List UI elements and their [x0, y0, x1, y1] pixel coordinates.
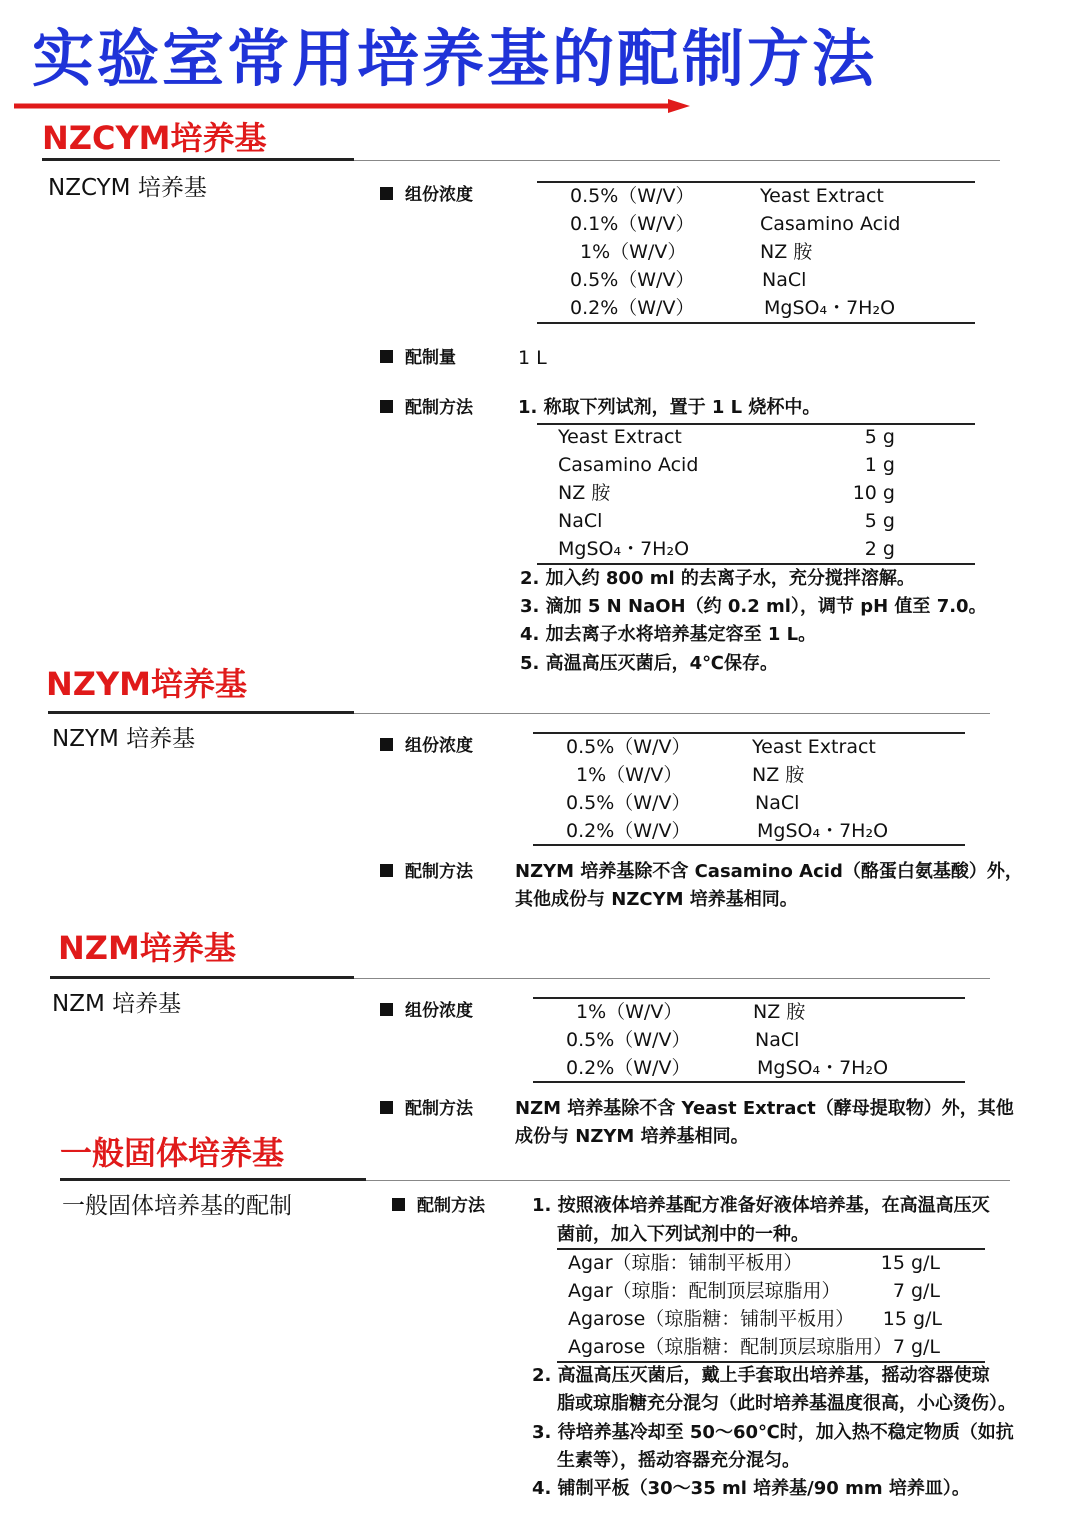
component-cell: Yeast Extract	[760, 185, 884, 207]
square-bullet-icon	[380, 187, 393, 200]
reagent-name: Yeast Extract	[558, 426, 682, 448]
method-text: 其他成份与 NZCYM 培养基相同。	[515, 889, 798, 910]
recipe-label-nzm: NZM 培养基	[52, 991, 182, 1017]
square-bullet-icon	[392, 1198, 405, 1211]
method-step: 生素等），摇动容器充分混匀。	[557, 1450, 800, 1471]
composition-heading: 组份浓度	[380, 1003, 473, 1020]
reagent-name: NaCl	[558, 510, 603, 532]
reagent-name: MgSO₄・7H₂O	[558, 538, 690, 560]
divider	[60, 1178, 366, 1181]
method-text: NZYM 培养基除不含 Casamino Acid（酪蛋白氨基酸）外，	[515, 861, 1023, 882]
square-bullet-icon	[380, 350, 393, 363]
table-rule	[557, 1361, 985, 1363]
conc-cell: 1%（W/V）	[576, 1001, 683, 1023]
method-step: 2. 加入约 800 ml 的去离子水，充分搅拌溶解。	[520, 568, 915, 589]
conc-cell: 0.5%（W/V）	[566, 1029, 691, 1051]
method-step: 5. 高温高压灭菌后，4℃保存。	[520, 653, 778, 674]
method-step: 脂或琼脂糖充分混匀（此时培养基温度很高，小心烫伤）。	[557, 1393, 1016, 1414]
method-step: 2. 高温高压灭菌后，戴上手套取出培养基，摇动容器使琼	[532, 1365, 990, 1386]
component-cell: NZ 胺	[753, 1001, 806, 1023]
title-underline-arrow-icon	[12, 98, 692, 114]
conc-cell: 0.2%（W/V）	[570, 297, 695, 319]
reagent-qty: 5 g	[864, 510, 895, 532]
component-cell: NaCl	[755, 792, 800, 814]
component-cell: NZ 胺	[752, 764, 805, 786]
divider	[366, 1180, 1010, 1181]
table-rule	[533, 844, 965, 846]
reagent-qty: 15 g/L	[880, 1252, 940, 1274]
page-title: 实验室常用培养基的配制方法	[32, 22, 878, 95]
divider	[354, 713, 990, 714]
conc-cell: 0.5%（W/V）	[570, 185, 695, 207]
component-cell: MgSO₄・7H₂O	[757, 820, 889, 842]
table-rule	[557, 1248, 985, 1250]
method-heading: 配制方法	[392, 1198, 485, 1215]
table-rule	[533, 1081, 965, 1083]
component-cell: NZ 胺	[760, 241, 813, 263]
reagent-name: Agar（琼脂：铺制平板用）	[568, 1252, 803, 1274]
recipe-label-solid: 一般固体培养基的配制	[62, 1193, 292, 1219]
conc-cell: 0.5%（W/V）	[566, 792, 691, 814]
method-heading: 配制方法	[380, 1101, 473, 1118]
component-cell: MgSO₄・7H₂O	[757, 1057, 889, 1079]
conc-cell: 0.5%（W/V）	[566, 736, 691, 758]
divider	[354, 978, 990, 979]
conc-cell: 0.2%（W/V）	[566, 820, 691, 842]
section-title-solid-medium: 一般固体培养基	[60, 1134, 285, 1172]
reagent-name: Agar（琼脂：配制顶层琼脂用）	[568, 1280, 841, 1302]
conc-cell: 0.2%（W/V）	[566, 1057, 691, 1079]
reagent-name: NZ 胺	[558, 482, 611, 504]
square-bullet-icon	[380, 738, 393, 751]
square-bullet-icon	[380, 864, 393, 877]
method-text: NZM 培养基除不含 Yeast Extract（酵母提取物）外，其他	[515, 1098, 1014, 1119]
table-rule	[537, 423, 975, 425]
table-rule	[537, 563, 975, 565]
reagent-name: Casamino Acid	[558, 454, 699, 476]
component-cell: Yeast Extract	[752, 736, 876, 758]
reagent-name: Agarose（琼脂糖：配制顶层琼脂用）	[568, 1336, 893, 1358]
component-cell: MgSO₄・7H₂O	[764, 297, 896, 319]
method-step: 4. 加去离子水将培养基定容至 1 L。	[520, 624, 817, 645]
component-cell: NaCl	[755, 1029, 800, 1051]
conc-cell: 1%（W/V）	[576, 764, 683, 786]
method-step: 1. 称取下列试剂，置于 1 L 烧杯中。	[518, 397, 821, 418]
divider	[48, 711, 354, 714]
square-bullet-icon	[380, 400, 393, 413]
conc-cell: 0.5%（W/V）	[570, 269, 695, 291]
method-step: 3. 滴加 5 N NaOH（约 0.2 ml），调节 pH 值至 7.0。	[520, 596, 987, 617]
square-bullet-icon	[380, 1003, 393, 1016]
conc-cell: 1%（W/V）	[580, 241, 687, 263]
recipe-label-nzym: NZYM 培养基	[52, 726, 196, 752]
reagent-qty: 1 g	[864, 454, 895, 476]
square-bullet-icon	[380, 1101, 393, 1114]
reagent-qty: 2 g	[864, 538, 895, 560]
conc-cell: 0.1%（W/V）	[570, 213, 695, 235]
method-step: 3. 待培养基冷却至 50～60℃时，加入热不稳定物质（如抗	[532, 1422, 1014, 1443]
table-rule	[533, 997, 965, 999]
section-title-nzym: NZYM培养基	[46, 665, 248, 703]
method-step: 4. 铺制平板（30～35 ml 培养基/90 mm 培养皿）。	[532, 1478, 970, 1499]
component-cell: NaCl	[762, 269, 807, 291]
composition-heading: 组份浓度	[380, 187, 473, 204]
composition-heading: 组份浓度	[380, 738, 473, 755]
recipe-label-nzcym: NZCYM 培养基	[48, 175, 207, 201]
table-rule	[537, 322, 975, 324]
section-title-nzcym: NZCYM培养基	[42, 119, 267, 157]
method-text: 成份与 NZYM 培养基相同。	[515, 1126, 749, 1147]
component-cell: Casamino Acid	[760, 213, 901, 235]
divider	[50, 976, 354, 979]
method-step: 1. 按照液体培养基配方准备好液体培养基，在高温高压灭	[532, 1195, 990, 1216]
method-step: 菌前，加入下列试剂中的一种。	[557, 1224, 809, 1245]
method-heading: 配制方法	[380, 864, 473, 881]
divider	[42, 158, 354, 161]
reagent-qty: 5 g	[864, 426, 895, 448]
reagent-name: Agarose（琼脂糖：铺制平板用）	[568, 1308, 855, 1330]
reagent-qty: 7 g/L	[892, 1280, 940, 1302]
divider	[354, 160, 1000, 161]
table-rule	[537, 181, 975, 183]
amount-value: 1 L	[518, 347, 547, 369]
method-heading: 配制方法	[380, 400, 473, 417]
section-title-nzm: NZM培养基	[58, 929, 236, 967]
reagent-qty: 15 g/L	[882, 1308, 942, 1330]
reagent-qty: 10 g	[852, 482, 895, 504]
reagent-qty: 7 g/L	[892, 1336, 940, 1358]
table-rule	[533, 732, 965, 734]
amount-heading: 配制量	[380, 350, 456, 367]
